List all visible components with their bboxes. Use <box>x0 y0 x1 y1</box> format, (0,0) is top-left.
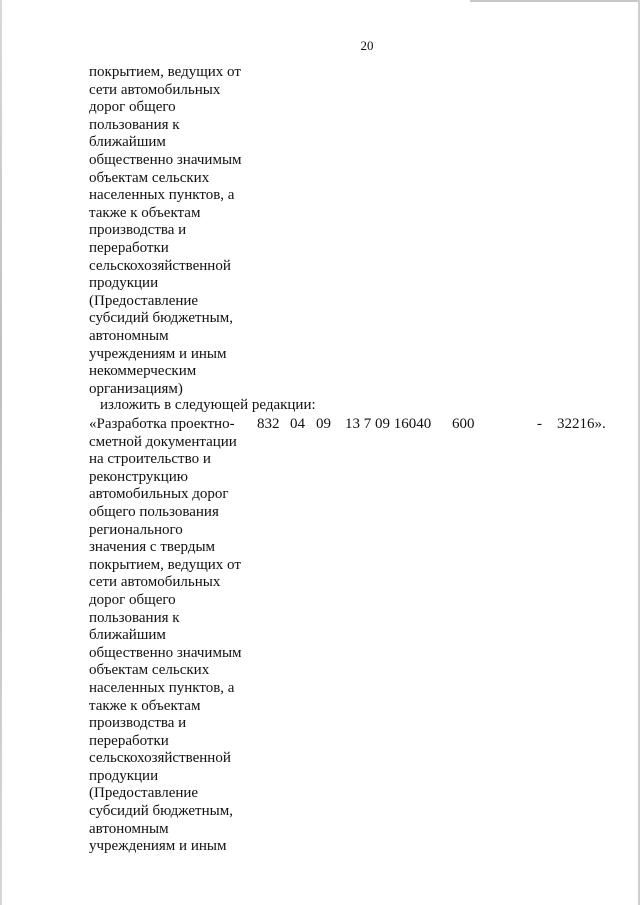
page-number: 20 <box>360 38 374 53</box>
text-line: «Разработка проектно- <box>89 416 235 432</box>
text-line: объектам сельских <box>89 662 210 679</box>
text-line: автономным <box>89 327 169 344</box>
text-line: общего пользования <box>89 503 219 520</box>
text-line: покрытием, ведущих от <box>89 64 241 80</box>
scan-edge-left <box>0 0 2 905</box>
text-line: сети автомобильных <box>89 574 221 591</box>
text-line: реконструкцию <box>89 468 188 485</box>
text-line: автономным <box>89 820 169 837</box>
text-line: дорог общего <box>89 99 176 116</box>
text-line: общественно значимым <box>89 151 242 168</box>
target-article-code: 13 7 09 16040 <box>345 416 432 432</box>
new-row-text <box>89 416 242 856</box>
text-line: объектам сельских <box>89 169 210 186</box>
text-line: общественно значимым <box>89 644 242 661</box>
section-code: 04 <box>290 416 305 432</box>
text-line: населенных пунктов, а <box>89 679 235 696</box>
expense-type-code: 600 <box>452 416 475 432</box>
text-line: учреждениям и иным <box>89 838 227 855</box>
text-line: автомобильных дорог <box>89 486 229 503</box>
text-line: пользования к <box>89 609 180 626</box>
text-line: ближайшим <box>89 134 166 151</box>
text-line: продукции <box>89 275 159 292</box>
text-line: организациям) <box>89 380 183 397</box>
text-line: субсидий бюджетным, <box>89 310 233 327</box>
text-line: продукции <box>89 767 159 784</box>
text-line: сети автомобильных <box>89 81 221 98</box>
old-row-text <box>89 64 242 398</box>
text-line: (Предоставление <box>89 785 199 802</box>
empty-value-dash: - <box>537 416 542 432</box>
scan-edge-top <box>470 0 640 2</box>
text-line: также к объектам <box>89 697 201 714</box>
amendment-intro: изложить в следующей редакции: <box>100 397 316 413</box>
text-line: производства и <box>89 715 187 732</box>
text-line: сметной документации <box>89 433 237 450</box>
text-line: также к объектам <box>89 204 201 221</box>
text-line: населенных пунктов, а <box>89 187 235 204</box>
text-line: учреждениям и иным <box>89 345 227 362</box>
text-line: производства и <box>89 222 187 239</box>
text-line: на строительство и <box>89 451 211 468</box>
text-line: сельскохозяйственной <box>89 257 231 274</box>
text-line: некоммерческим <box>89 363 197 380</box>
text-line: сельскохозяйственной <box>89 750 231 767</box>
text-line: переработки <box>89 239 169 256</box>
text-line: субсидий бюджетным, <box>89 803 233 820</box>
text-line: (Предоставление <box>89 292 199 309</box>
ministry-code: 832 <box>257 416 280 432</box>
text-line: регионального <box>89 521 183 538</box>
amount-value: 32216». <box>557 416 606 432</box>
text-line: переработки <box>89 732 169 749</box>
text-line: дорог общего <box>89 591 176 608</box>
text-line: ближайшим <box>89 627 166 644</box>
text-line: значения с твердым <box>89 539 216 556</box>
subsection-code: 09 <box>316 416 331 432</box>
text-line: покрытием, ведущих от <box>89 556 241 573</box>
text-line: пользования к <box>89 116 180 133</box>
